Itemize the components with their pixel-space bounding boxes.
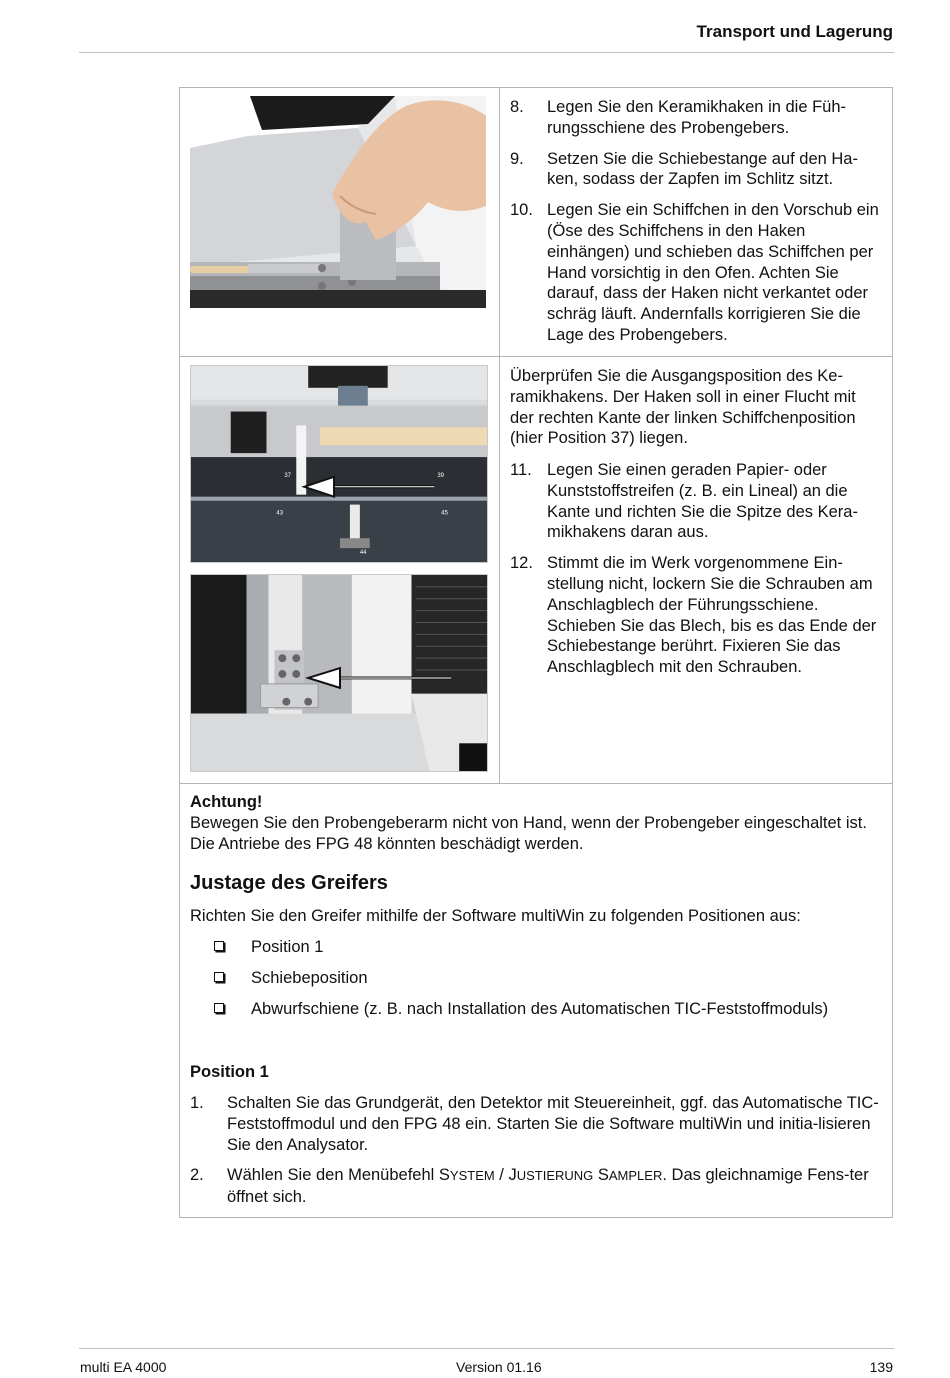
footer-divider: [79, 1348, 894, 1349]
step-text: Setzen Sie die Schiebestange auf den Ha-ken, sodass der Zapfen im Schlitz sitzt.: [547, 149, 858, 189]
checkbox-bullet-icon: [214, 972, 224, 982]
step-number: 8.: [510, 98, 524, 116]
warning-text: Bewegen Sie den Probengeberarm nicht von Hand, wenn der Probengeber eingeschaltet ist. Die Antriebe des FPG 48 könnten beschädigt werden.: [190, 814, 867, 853]
menu-letter: J: [508, 1166, 517, 1185]
checkbox-bullet-icon: [214, 941, 224, 951]
section-heading: Justage des Greifers: [190, 872, 388, 894]
step-number: 9.: [510, 149, 524, 168]
list-item: [214, 999, 874, 1030]
list-item-text: Abwurfschiene (z. B. nach Installation des Automatischen TIC-Feststoffmoduls): [251, 1000, 829, 1018]
step-12: [510, 553, 880, 678]
step-text: Legen Sie den Keramikhaken in die Füh-rungsschiene des Probengebers.: [547, 98, 847, 137]
check-position-intro: Überprüfen Sie die Ausgangsposition des Ke-ramikhakens. Der Haken soll in einer Flucht mit der rechten Kante der linken Schiffchenposition (hier Position 37) liegen.: [510, 367, 856, 448]
step-10: [510, 200, 880, 346]
menu-smallcaps: USTIERUNG: [516, 1168, 594, 1184]
photo-hand-inserting-hook: [190, 96, 486, 308]
list-item: [214, 968, 874, 999]
column-divider: [499, 88, 500, 783]
step-text: Legen Sie einen geraden Papier- oder Kunststoffstreifen (z. B. ein Lineal) an die Kante und richten Sie die Spitze des Kera-mikhakens daran aus.: [547, 461, 858, 542]
page-header-title: Transport und Lagerung: [696, 22, 893, 41]
menu-smallcaps: AMPLER: [608, 1168, 663, 1184]
photo-stop-plate: [190, 574, 488, 772]
menu-smallcaps: YSTEM: [449, 1168, 495, 1184]
list-item: [214, 937, 874, 968]
checkbox-bullet-icon: [214, 1003, 224, 1013]
step-number: 2.: [190, 1166, 204, 1185]
menu-path: [439, 1166, 662, 1184]
header-divider: [79, 52, 894, 53]
step-text: Stimmt die im Werk vorgenommene Ein-stellung nicht, lockern Sie die Schrauben am Anschlagblech der Führungsschiene. Schieben Sie das Blech, bis es das Ende der Schiebestange berührt. Fixieren Sie das Anschlagblech mit den Schrauben.: [547, 554, 877, 677]
step-number: 1.: [190, 1094, 204, 1112]
photo-boat-positions: [190, 365, 488, 563]
position1-steps: [190, 1093, 882, 1218]
position1-step-2: [190, 1165, 882, 1208]
footer-product: multi EA 4000: [80, 1359, 167, 1375]
position1-heading: Position 1: [190, 1063, 269, 1081]
greifer-positions-list: [214, 937, 874, 1030]
menu-letter: S: [438, 1166, 450, 1185]
menu-separator: /: [494, 1166, 509, 1185]
photo-label-44: 44: [359, 550, 367, 557]
section-intro: Richten Sie den Greifer mithilfe der Software multiWin zu folgenden Positionen aus:: [190, 907, 801, 925]
footer-version: Version 01.16: [456, 1359, 542, 1375]
step-text: Schalten Sie das Grundgerät, den Detektor mit Steuereinheit, ggf. das Automatische TIC-Feststoffmodul und den FPG 48 ein. Starten Sie die Software multiWin und initia-lisieren Sie den Analysator.: [227, 1094, 879, 1154]
photo-label-39: 39: [437, 472, 444, 479]
photo-label-37: 37: [284, 472, 291, 479]
warning-title: Achtung!: [190, 793, 263, 811]
footer-page-number: 139: [869, 1359, 893, 1375]
photo-label-45: 45: [441, 510, 448, 517]
menu-letter: S: [597, 1166, 609, 1185]
content-frame: [179, 87, 893, 1218]
steps-11-to-12: [510, 460, 880, 688]
step-text: . Das gleichnamige Fens-ter öffnet sich.: [227, 1166, 869, 1207]
step-number: 11.: [510, 461, 532, 479]
row-divider-1: [180, 356, 892, 357]
step-number: 10.: [510, 201, 533, 220]
step-text: Wählen Sie den Menübefehl: [227, 1166, 439, 1185]
list-item-text: Schiebeposition: [251, 969, 368, 987]
position1-step-1: [190, 1093, 882, 1155]
step-11: [510, 460, 880, 543]
step-8: [510, 97, 880, 139]
photo-label-43: 43: [276, 510, 284, 517]
step-text: Legen Sie ein Schiffchen in den Vorschub ein (Öse des Schiffchens in den Haken einhängen) und schieben das Schiffchen per Hand vorsichtig in den Ofen. Achten Sie darauf, dass der Haken nicht verkantet oder schräg läuft. Andernfalls korrigieren Sie die Lage des Probengebers.: [547, 201, 879, 344]
step-9: [510, 149, 880, 191]
list-item-text: Position 1: [251, 938, 324, 956]
row-divider-2: [180, 783, 892, 784]
steps-8-to-10: [510, 97, 880, 356]
step-number: 12.: [510, 554, 533, 573]
